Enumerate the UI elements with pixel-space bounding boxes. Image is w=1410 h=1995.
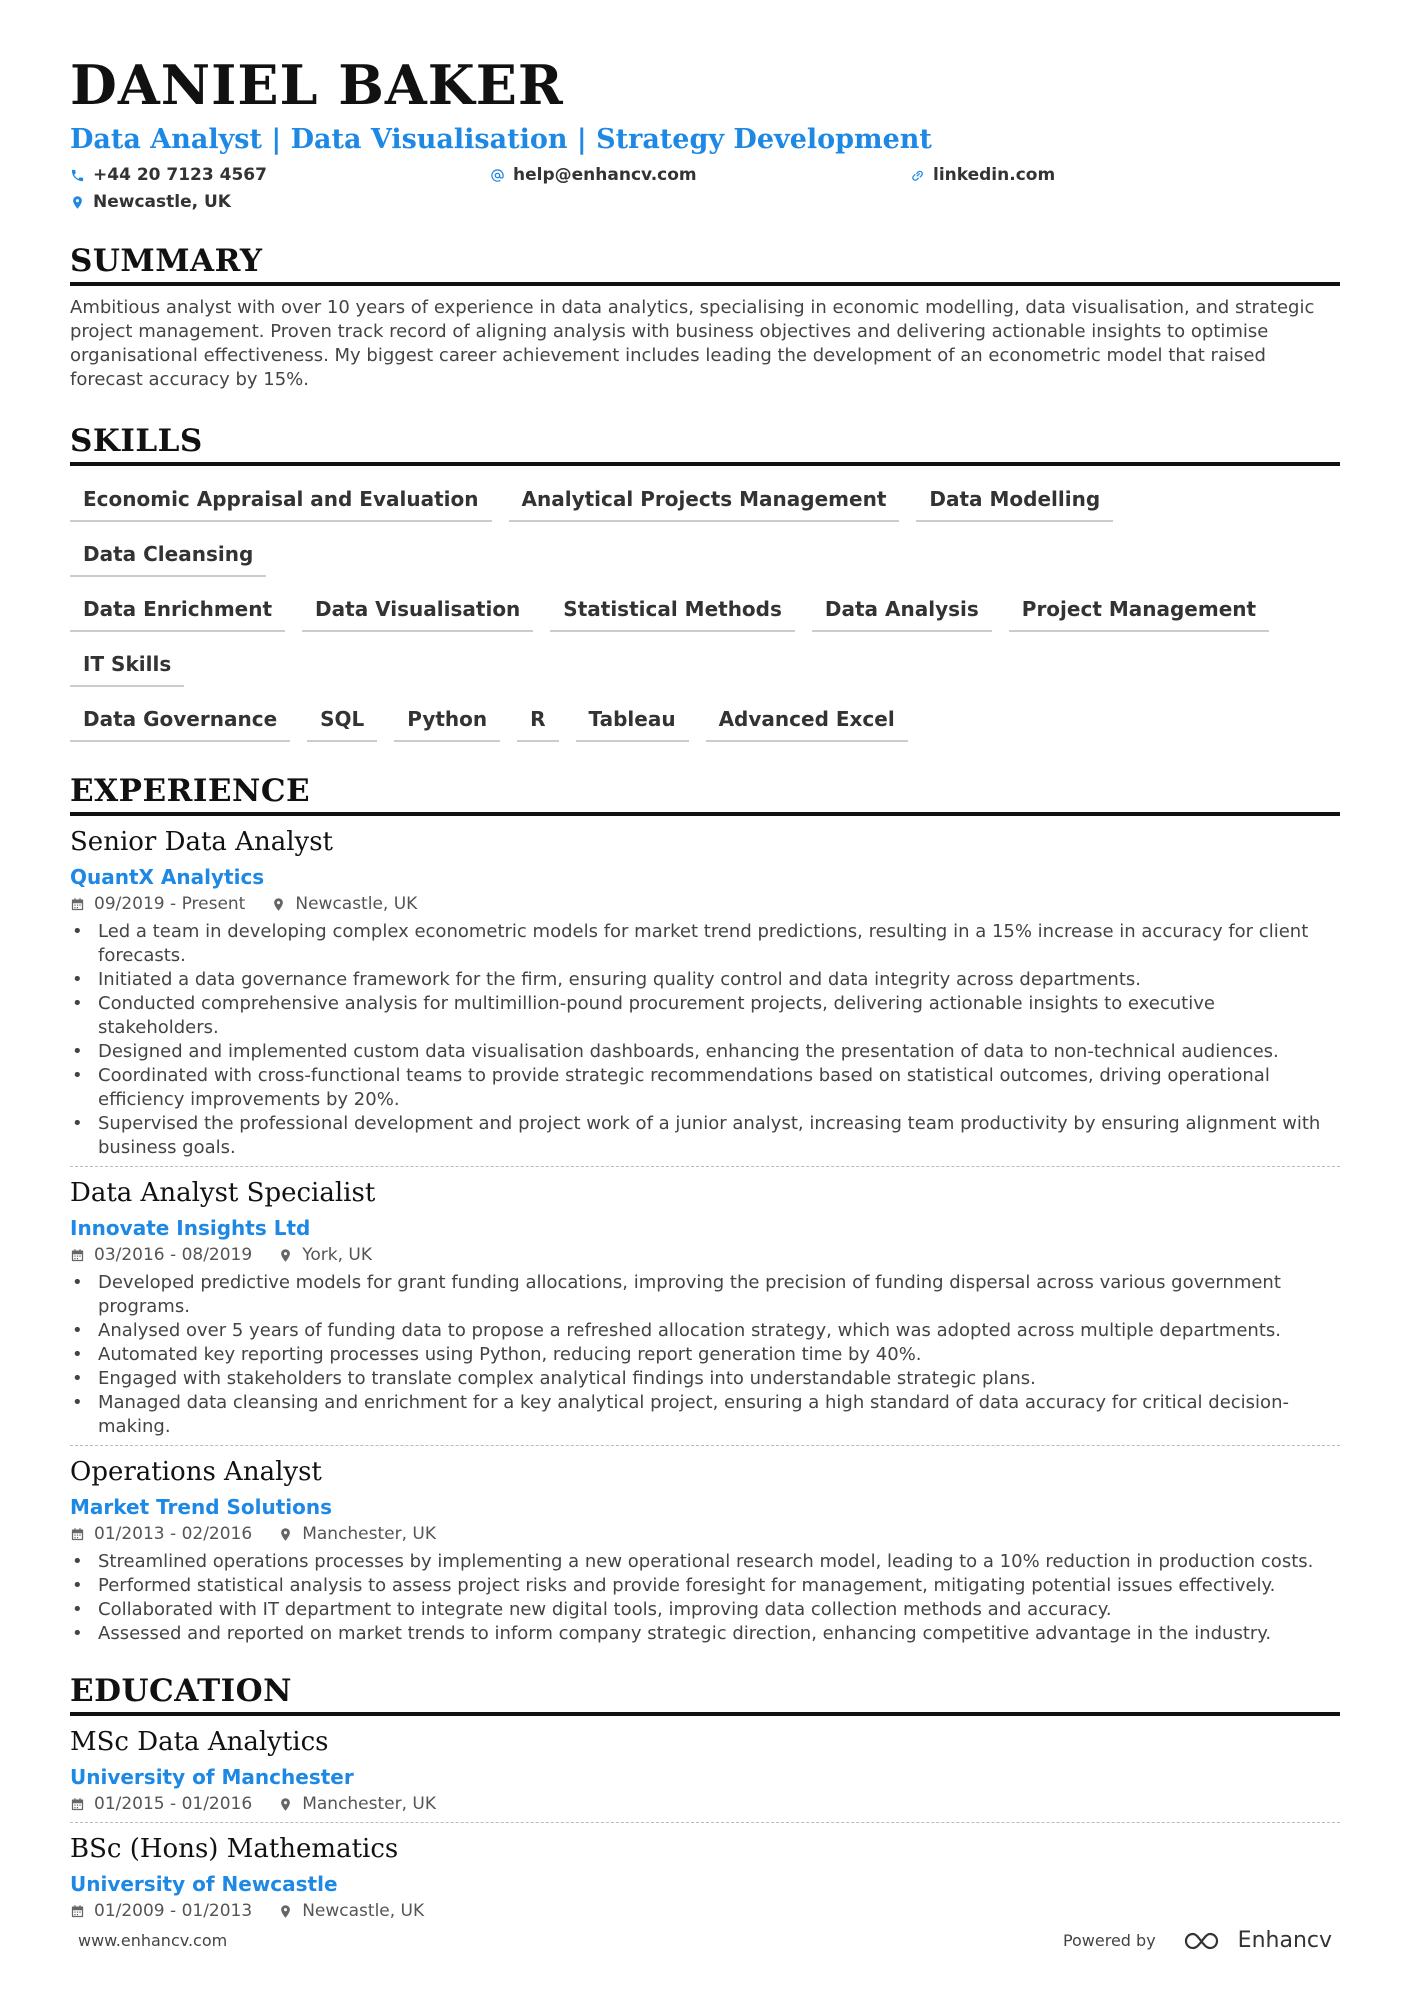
- calendar-icon: [70, 1248, 85, 1263]
- skill-tag: Data Governance: [70, 695, 290, 742]
- job-title: Operations Analyst: [70, 1457, 322, 1487]
- dates-text: 01/2015 - 01/2016: [94, 1794, 253, 1814]
- footer: [78, 1928, 1332, 1953]
- enhancv-logo-icon: [1182, 1930, 1226, 1952]
- bullet-item: • Automated key reporting processes using Python, reducing report generation time by 40%.: [70, 1343, 1340, 1367]
- skill-tag: Data Enrichment: [70, 585, 285, 632]
- company-name[interactable]: QuantX Analytics: [70, 865, 265, 889]
- location-text: Newcastle, UK: [295, 894, 418, 914]
- section-title: EXPERIENCE: [70, 776, 1340, 816]
- candidate-name: DANIEL BAKER: [70, 53, 564, 117]
- summary-section: [70, 243, 1340, 392]
- date-range: [70, 1522, 252, 1546]
- summary-text: Ambitious analyst with over 10 years of experience in data analytics, specialising in economic modelling, data visualisation, and strategic project management. Proven track record of aligning analysis with business objectives and delivering actionable insights to optimise organisational effectiveness. My biggest career achievement includes leading the development of an econometric model that raised forecast accuracy by 15%.: [70, 297, 1315, 390]
- skill-tag: Data Modelling: [916, 475, 1113, 522]
- location-text: Manchester, UK: [302, 1524, 437, 1544]
- bullet-item: • Collaborated with IT department to integrate new digital tools, improving data collection methods and accuracy.: [70, 1598, 1340, 1622]
- location-pin-icon: [278, 1527, 293, 1542]
- bullet-list: [70, 1550, 1340, 1646]
- contact-phone[interactable]: [70, 165, 490, 185]
- calendar-icon: [70, 1797, 85, 1812]
- bullet-item: • Initiated a data governance framework for the firm, ensuring quality control and data integrity across departments.: [70, 968, 1340, 992]
- skill-tag: SQL: [307, 695, 377, 742]
- entry-meta: [70, 1522, 1340, 1546]
- skill-tag: IT Skills: [70, 640, 184, 687]
- skill-tag: Data Cleansing: [70, 530, 266, 577]
- school-name[interactable]: University of Manchester: [70, 1765, 354, 1789]
- skill-tag: Statistical Methods: [550, 585, 795, 632]
- powered-by: [1063, 1928, 1332, 1953]
- location-text: Newcastle, UK: [93, 192, 231, 212]
- calendar-icon: [70, 897, 85, 912]
- date-range: [70, 1792, 252, 1816]
- bullet-list: [70, 1271, 1340, 1439]
- job-location: [278, 1522, 436, 1546]
- contact-email[interactable]: [490, 165, 910, 185]
- date-range: [70, 1243, 252, 1267]
- bullet-item: • Analysed over 5 years of funding data to propose a refreshed allocation strategy, which was adopted across multiple departments.: [70, 1319, 1340, 1343]
- skill-tag: Economic Appraisal and Evaluation: [70, 475, 492, 522]
- job-location: [278, 1243, 372, 1267]
- bullet-item: • Led a team in developing complex econometric models for market trend predictions, resulting in a 15% increase in accuracy for client forecasts.: [70, 920, 1340, 968]
- degree-title: BSc (Hons) Mathematics: [70, 1834, 399, 1864]
- section-title: SKILLS: [70, 426, 1340, 466]
- experience-entry: [70, 816, 1340, 1166]
- location-pin-icon: [271, 897, 286, 912]
- education-entry: [70, 1822, 1340, 1929]
- experience-entry: [70, 1166, 1340, 1445]
- school-name[interactable]: University of Newcastle: [70, 1872, 338, 1896]
- skill-tag: Python: [394, 695, 500, 742]
- headline: Data Analyst | Data Visualisation | Strategy Development: [70, 124, 932, 155]
- bullet-item: • Assessed and reported on market trends to inform company strategic direction, enhancing competitive advantage in the industry.: [70, 1622, 1340, 1646]
- location-text: Newcastle, UK: [302, 1901, 425, 1921]
- linkedin-text: linkedin.com: [933, 165, 1056, 185]
- entry-meta: [70, 1792, 1340, 1816]
- skills-section: [70, 423, 1340, 750]
- bullet-item: • Supervised the professional development and project work of a junior analyst, increasing team productivity by ensuring alignment with business goals.: [70, 1112, 1340, 1160]
- phone-icon: [70, 168, 85, 183]
- bullet-item: • Managed data cleansing and enrichment for a key analytical project, ensuring a high standard of data accuracy for critical decision-making.: [70, 1391, 1340, 1439]
- entry-meta: [70, 1899, 1340, 1923]
- brand-logo[interactable]: [1182, 1928, 1332, 1953]
- skill-tag: R: [517, 695, 558, 742]
- location-text: York, UK: [302, 1245, 372, 1265]
- skill-tag: Tableau: [576, 695, 689, 742]
- skill-tag: Data Analysis: [812, 585, 992, 632]
- bullet-item: • Engaged with stakeholders to translate complex analytical findings into understandable strategic plans.: [70, 1367, 1340, 1391]
- contact-location: [70, 192, 490, 212]
- footer-website-link[interactable]: www.enhancv.com: [78, 1931, 228, 1950]
- dates-text: 03/2016 - 08/2019: [94, 1245, 253, 1265]
- bullet-item: • Conducted comprehensive analysis for multimillion-pound procurement projects, delivering actionable insights to executive stakeholders.: [70, 992, 1340, 1040]
- bullet-list: [70, 920, 1340, 1160]
- dates-text: 01/2009 - 01/2013: [94, 1901, 253, 1921]
- date-range: [70, 892, 245, 916]
- contact-info: [70, 165, 1340, 212]
- calendar-icon: [70, 1904, 85, 1919]
- entry-meta: [70, 892, 1340, 916]
- dates-text: 09/2019 - Present: [94, 894, 246, 914]
- brand-name: Enhancv: [1237, 1928, 1332, 1953]
- section-title: SUMMARY: [70, 246, 1340, 286]
- calendar-icon: [70, 1527, 85, 1542]
- powered-by-label: Powered by: [1062, 1931, 1156, 1950]
- job-title: Senior Data Analyst: [70, 827, 333, 857]
- bullet-item: • Performed statistical analysis to assess project risks and provide foresight for management, mitigating potential issues effectively.: [70, 1574, 1340, 1598]
- dates-text: 01/2013 - 02/2016: [94, 1524, 253, 1544]
- degree-title: MSc Data Analytics: [70, 1727, 329, 1757]
- experience-entry: [70, 1445, 1340, 1652]
- skills-list: [70, 475, 1340, 750]
- school-location: [278, 1899, 424, 1923]
- location-text: Manchester, UK: [302, 1794, 437, 1814]
- education-section: [70, 1673, 1340, 1929]
- location-pin-icon: [70, 195, 85, 210]
- at-icon: [490, 168, 505, 183]
- section-title: EDUCATION: [70, 1676, 1340, 1716]
- experience-section: [70, 773, 1340, 1652]
- company-name[interactable]: Innovate Insights Ltd: [70, 1216, 311, 1240]
- contact-linkedin[interactable]: [910, 165, 1330, 185]
- bullet-item: • Streamlined operations processes by implementing a new operational research model, leading to a 10% reduction in production costs.: [70, 1550, 1340, 1574]
- bullet-item: • Designed and implemented custom data visualisation dashboards, enhancing the presentation of data to non-technical audiences.: [70, 1040, 1340, 1064]
- skill-tag: Analytical Projects Management: [509, 475, 900, 522]
- email-text: help@enhancv.com: [513, 165, 697, 185]
- location-pin-icon: [278, 1904, 293, 1919]
- company-name[interactable]: Market Trend Solutions: [70, 1495, 333, 1519]
- education-entry: [70, 1716, 1340, 1822]
- skill-tag: Advanced Excel: [706, 695, 908, 742]
- skill-tag: Data Visualisation: [302, 585, 533, 632]
- phone-text: +44 20 7123 4567: [93, 165, 267, 185]
- job-title: Data Analyst Specialist: [70, 1178, 376, 1208]
- entry-meta: [70, 1243, 1340, 1267]
- bullet-item: • Developed predictive models for grant funding allocations, improving the precision of funding dispersal across various government programs.: [70, 1271, 1340, 1319]
- location-pin-icon: [278, 1248, 293, 1263]
- skill-tag: Project Management: [1009, 585, 1269, 632]
- link-icon: [910, 168, 925, 183]
- job-location: [271, 892, 417, 916]
- bullet-item: • Coordinated with cross-functional teams to provide strategic recommendations based on statistical outcomes, driving operational efficiency improvements by 20%.: [70, 1064, 1340, 1112]
- school-location: [278, 1792, 436, 1816]
- date-range: [70, 1899, 252, 1923]
- location-pin-icon: [278, 1797, 293, 1812]
